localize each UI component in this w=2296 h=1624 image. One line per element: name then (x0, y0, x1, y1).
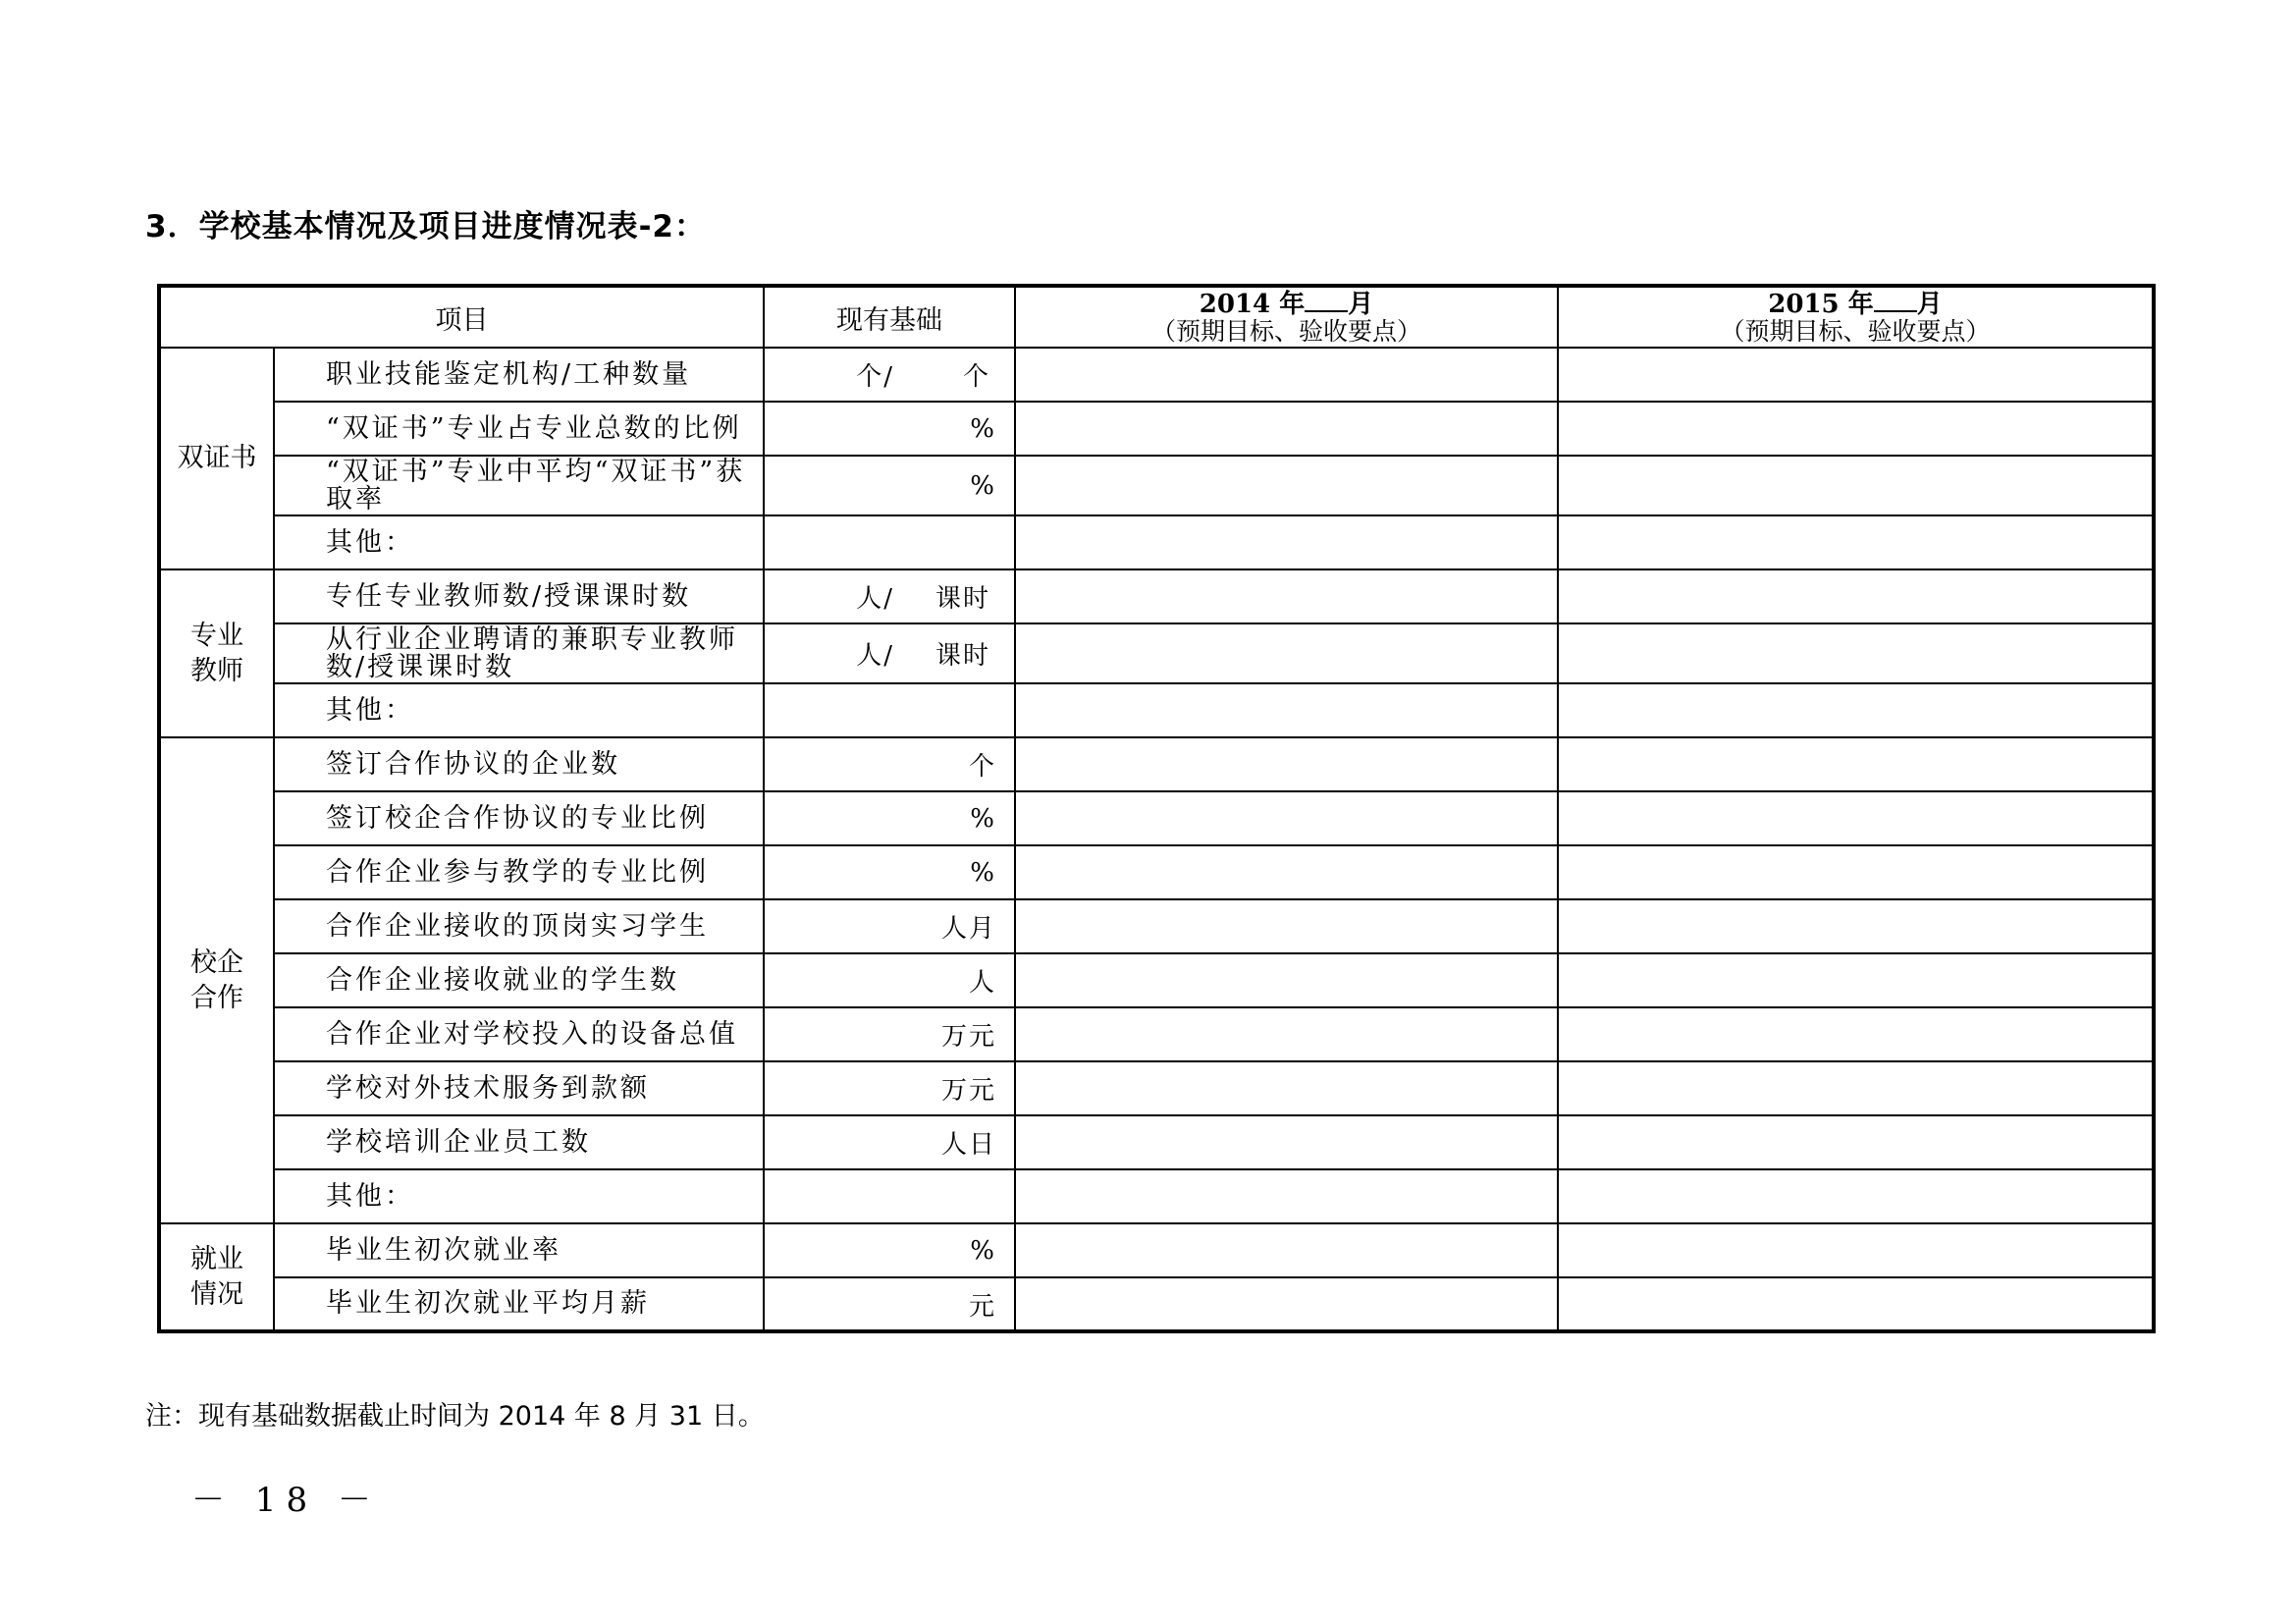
category-cell: 双证书 (159, 348, 274, 569)
base-cell: 万元 (764, 1007, 1015, 1061)
cell-2014[interactable] (1015, 1115, 1558, 1169)
item-cell: “双证书”专业中平均“双证书”获取率 (274, 456, 764, 515)
table-row (159, 623, 2154, 683)
table-row (159, 845, 2154, 899)
base-unit-a: 人/ (856, 584, 894, 614)
table-row (159, 1115, 2154, 1169)
cell-2015[interactable] (1558, 791, 2154, 845)
header-2014 (1015, 286, 1558, 348)
cell-2015[interactable] (1558, 683, 2154, 737)
table-row (159, 1223, 2154, 1277)
item-cell: 合作企业接收就业的学生数 (274, 953, 764, 1007)
header-2015-sub: （预期目标、验收要点） (1720, 317, 1991, 346)
base-unit-b: 个 (962, 362, 990, 392)
cell-2014[interactable] (1015, 1277, 1558, 1331)
cell-2015[interactable] (1558, 569, 2154, 623)
item-cell: 其他： (274, 1169, 764, 1223)
cell-2015[interactable] (1558, 1277, 2154, 1331)
header-2015-year: 2015 年 (1768, 290, 1874, 319)
cell-2015[interactable] (1558, 953, 2154, 1007)
base-cell: 人月 (764, 899, 1015, 953)
cell-2014[interactable] (1015, 737, 1558, 791)
cell-2014[interactable] (1015, 1061, 1558, 1115)
category-label: 就业情况 (190, 1243, 243, 1310)
base-unit-b: 课时 (934, 584, 990, 614)
item-cell: 职业技能鉴定机构/工种数量 (274, 348, 764, 402)
base-cell: % (764, 402, 1015, 456)
header-base: 现有基础 (764, 286, 1015, 348)
category-label: 校企合作 (190, 947, 243, 1013)
header-2015-month: 月 (1916, 290, 1943, 319)
base-cell: % (764, 456, 1015, 515)
cell-2014[interactable] (1015, 1169, 1558, 1223)
cell-2015[interactable] (1558, 1115, 2154, 1169)
item-cell: 合作企业接收的顶岗实习学生 (274, 899, 764, 953)
base-cell (764, 683, 1015, 737)
base-cell (764, 348, 1015, 402)
cell-2014[interactable] (1015, 1223, 1558, 1277)
cell-2014[interactable] (1015, 791, 1558, 845)
item-cell: 合作企业对学校投入的设备总值 (274, 1007, 764, 1061)
page-title: 3．学校基本情况及项目进度情况表-2： (145, 209, 707, 244)
base-cell (764, 623, 1015, 683)
cell-2014[interactable] (1015, 515, 1558, 569)
base-cell: 个 (764, 737, 1015, 791)
cell-2014[interactable] (1015, 456, 1558, 515)
table-row (159, 791, 2154, 845)
category-cell (159, 737, 274, 1223)
cell-2014[interactable] (1015, 845, 1558, 899)
base-unit-b: 课时 (934, 641, 990, 671)
header-item: 项目 (159, 286, 764, 348)
item-cell: 学校对外技术服务到款额 (274, 1061, 764, 1115)
base-cell: % (764, 1223, 1015, 1277)
cell-2015[interactable] (1558, 1061, 2154, 1115)
table-row (159, 515, 2154, 569)
item-cell: “双证书”专业占专业总数的比例 (274, 402, 764, 456)
cell-2015[interactable] (1558, 623, 2154, 683)
month-blank (1874, 291, 1917, 312)
table-row (159, 402, 2154, 456)
table-row (159, 1007, 2154, 1061)
base-cell: 人日 (764, 1115, 1015, 1169)
cell-2014[interactable] (1015, 402, 1558, 456)
item-cell: 其他： (274, 683, 764, 737)
base-cell (764, 569, 1015, 623)
item-cell: 从行业企业聘请的兼职专业教师数/授课课时数 (274, 623, 764, 683)
cell-2014[interactable] (1015, 683, 1558, 737)
cell-2015[interactable] (1558, 1007, 2154, 1061)
cell-2015[interactable] (1558, 1169, 2154, 1223)
item-cell: 专任专业教师数/授课课时数 (274, 569, 764, 623)
table-row (159, 953, 2154, 1007)
item-cell: 毕业生初次就业平均月薪 (274, 1277, 764, 1331)
item-cell: 毕业生初次就业率 (274, 1223, 764, 1277)
table-row (159, 899, 2154, 953)
item-cell: 签订合作协议的企业数 (274, 737, 764, 791)
table-row (159, 737, 2154, 791)
footnote: 注：现有基础数据截止时间为 2014 年 8 月 31 日。 (145, 1401, 765, 1432)
cell-2014[interactable] (1015, 1007, 1558, 1061)
category-cell (159, 1223, 274, 1331)
progress-table (157, 284, 2156, 1333)
item-cell: 合作企业参与教学的专业比例 (274, 845, 764, 899)
cell-2015[interactable] (1558, 1223, 2154, 1277)
header-2014-sub: （预期目标、验收要点） (1150, 317, 1421, 346)
item-cell: 签订校企合作协议的专业比例 (274, 791, 764, 845)
base-cell (764, 515, 1015, 569)
cell-2014[interactable] (1015, 953, 1558, 1007)
cell-2014[interactable] (1015, 899, 1558, 953)
cell-2015[interactable] (1558, 348, 2154, 402)
header-2014-month: 月 (1348, 290, 1374, 319)
header-2014-year: 2014 年 (1199, 290, 1306, 319)
table-header-row (159, 286, 2154, 348)
header-2015 (1558, 286, 2154, 348)
base-unit-a: 个/ (856, 362, 894, 392)
table-row (159, 456, 2154, 515)
table-row (159, 1061, 2154, 1115)
cell-2014[interactable] (1015, 623, 1558, 683)
cell-2015[interactable] (1558, 845, 2154, 899)
table-row (159, 569, 2154, 623)
base-cell: 元 (764, 1277, 1015, 1331)
month-blank (1305, 291, 1348, 312)
table-row (159, 683, 2154, 737)
item-cell: 其他： (274, 515, 764, 569)
base-unit-a: 人/ (856, 641, 894, 671)
cell-2015[interactable] (1558, 899, 2154, 953)
table-row (159, 1277, 2154, 1331)
category-cell (159, 569, 274, 737)
cell-2015[interactable] (1558, 402, 2154, 456)
cell-2015[interactable] (1558, 456, 2154, 515)
page-number: － 18 － (191, 1481, 381, 1520)
cell-2015[interactable] (1558, 737, 2154, 791)
category-label: 专业教师 (190, 620, 243, 686)
item-cell: 学校培训企业员工数 (274, 1115, 764, 1169)
base-cell: % (764, 845, 1015, 899)
base-cell: 万元 (764, 1061, 1015, 1115)
base-cell (764, 1169, 1015, 1223)
base-cell: 人 (764, 953, 1015, 1007)
cell-2014[interactable] (1015, 348, 1558, 402)
base-cell: % (764, 791, 1015, 845)
cell-2014[interactable] (1015, 569, 1558, 623)
cell-2015[interactable] (1558, 515, 2154, 569)
table-row (159, 348, 2154, 402)
table-row (159, 1169, 2154, 1223)
